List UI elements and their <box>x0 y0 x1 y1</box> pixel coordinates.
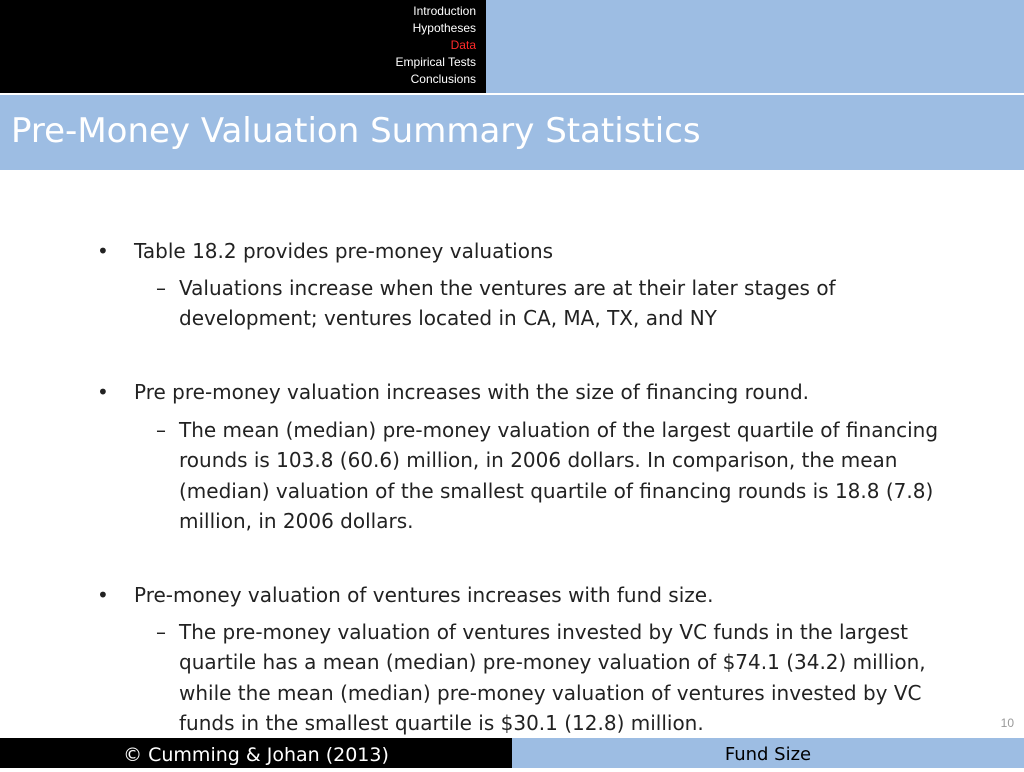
footer-section-title: Fund Size <box>512 738 1024 768</box>
sub-bullet-marker: – <box>156 418 166 442</box>
bullet-1-sub-1: Valuations increase when the ventures are at their later stages of development; ventures located in CA, MA, TX, and NY <box>179 276 836 331</box>
slide-title: Pre-Money Valuation Summary Statistics <box>11 111 701 151</box>
nav-item-conclusions[interactable]: Conclusions <box>410 72 476 86</box>
sub-bullet-marker: – <box>156 620 166 644</box>
bullet-marker: • <box>97 583 109 607</box>
bullet-marker: • <box>97 380 109 404</box>
bullet-2-sub-1: The mean (median) pre-money valuation of the largest quartile of financing rounds is 103.8 (60.6) million, in 2006 dollars. In comparison, the mean (median) valuation of the smallest quartile of financing rounds is 18.8 (7.8) million, in 2006 dollars. <box>179 418 939 534</box>
nav-item-introduction[interactable]: Introduction <box>413 4 476 18</box>
bullet-3-sub-1: The pre-money valuation of ventures invested by VC funds in the largest quartile has a mean (median) pre-money valuation of $74.1 (34.2) million, while the mean (median) pre-money valuation of ventures invested by VC funds in the smallest quartile is $30.1 (12.8) million. <box>179 620 926 736</box>
nav-item-empirical-tests[interactable]: Empirical Tests <box>395 55 476 69</box>
bullet-3-text: Pre-money valuation of ventures increases with fund size. <box>134 583 714 607</box>
bullet-marker: • <box>97 239 109 263</box>
nav-item-hypotheses[interactable]: Hypotheses <box>412 21 476 35</box>
nav-item-data[interactable]: Data <box>450 38 476 52</box>
page-number: 10 <box>1000 716 1014 730</box>
bullet-2-text: Pre pre-money valuation increases with the size of financing round. <box>134 380 810 404</box>
sub-bullet-marker: – <box>156 276 166 300</box>
bullet-1-text: Table 18.2 provides pre-money valuations <box>134 239 554 263</box>
footer-copyright: © Cumming & Johan (2013) <box>0 738 512 768</box>
